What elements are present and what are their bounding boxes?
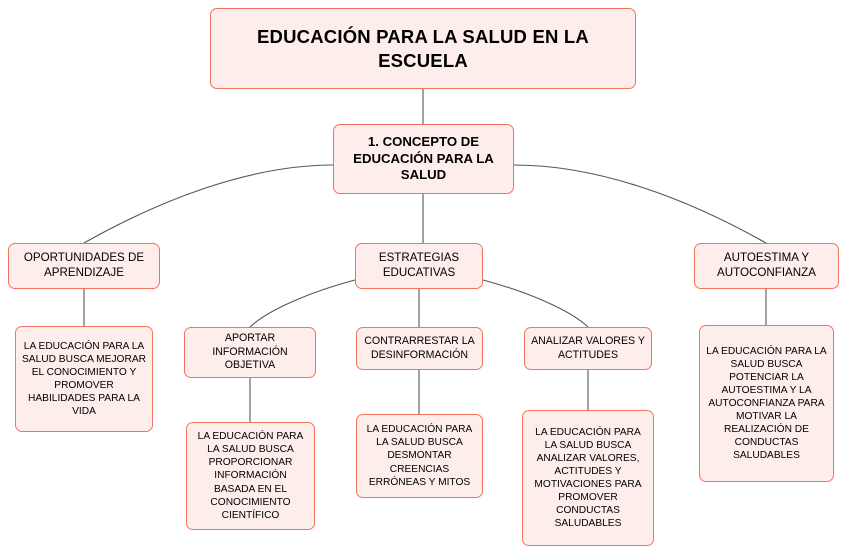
node-aportar-detalle[interactable] [186, 422, 315, 530]
node-autoestima-autoconfianza[interactable] [694, 243, 839, 289]
node-oportunidades-detalle[interactable] [15, 326, 153, 432]
node-analizar-valores[interactable] [524, 327, 652, 370]
node-estrategias-label: ESTRATEGIAS EDUCATIVAS [378, 251, 460, 279]
edge-estrategias-aportar [250, 280, 355, 327]
node-aportar-detalle-label: LA EDUCACIÓN PARA LA SALUD BUSCA PROPORCIONAR INFORMACIÓN BASADA EN EL CONOCIMIENTO CIENTÍFICO [197, 431, 304, 521]
node-concepto-label: 1. CONCEPTO DE EDUCACIÓN PARA LA SALUD [353, 133, 494, 183]
edge-estrategias-analizar [483, 280, 588, 327]
node-oportunidades-aprendizaje[interactable] [8, 243, 160, 289]
node-root[interactable] [210, 8, 636, 89]
node-aportar-label: APORTAR INFORMACIÓN OBJETIVA [212, 332, 288, 372]
node-autoestima-label: AUTOESTIMA Y AUTOCONFIANZA [717, 251, 816, 279]
node-contrarrestar-desinformacion[interactable] [356, 327, 483, 370]
node-aportar-informacion[interactable] [184, 327, 316, 378]
node-analizar-detalle[interactable] [522, 410, 654, 546]
edge-concepto-oportunidades [84, 165, 333, 243]
node-contrarrestar-detalle-label: LA EDUCACIÓN PARA LA SALUD BUSCA DESMONTAR CREENCIAS ERRÓNEAS Y MITOS [366, 424, 473, 488]
node-estrategias-educativas[interactable] [355, 243, 483, 289]
node-contrarrestar-detalle[interactable] [356, 414, 483, 498]
node-autoestima-detalle[interactable] [699, 325, 834, 482]
edge-concepto-autoestima [514, 165, 766, 243]
node-concepto[interactable] [333, 124, 514, 194]
node-contrarrestar-label: CONTRARRESTAR LA DESINFORMACIÓN [364, 334, 475, 361]
node-analizar-label: ANALIZAR VALORES Y ACTITUDES [531, 334, 645, 361]
node-autoestima-detalle-label: LA EDUCACIÓN PARA LA SALUD BUSCA POTENCIAR LA AUTOESTIMA Y LA AUTOCONFIANZA PARA MOTIVAR LA REALIZACIÓN DE CONDUCTAS SALUDABLES [706, 345, 827, 462]
node-oportunidades-label: OPORTUNIDADES DE APRENDIZAJE [23, 251, 145, 279]
node-root-label: EDUCACIÓN PARA LA SALUD EN LA ESCUELA [257, 25, 589, 71]
node-oportunidades-detalle-label: LA EDUCACIÓN PARA LA SALUD BUSCA MEJORAR EL CONOCIMIENTO Y PROMOVER HABILIDADES PARA LA VIDA [22, 340, 146, 418]
node-analizar-detalle-label: LA EDUCACIÓN PARA LA SALUD BUSCA ANALIZAR VALORES, ACTITUDES Y MOTIVACIONES PARA PROMOVER CONDUCTAS SALUDABLES [534, 426, 642, 530]
